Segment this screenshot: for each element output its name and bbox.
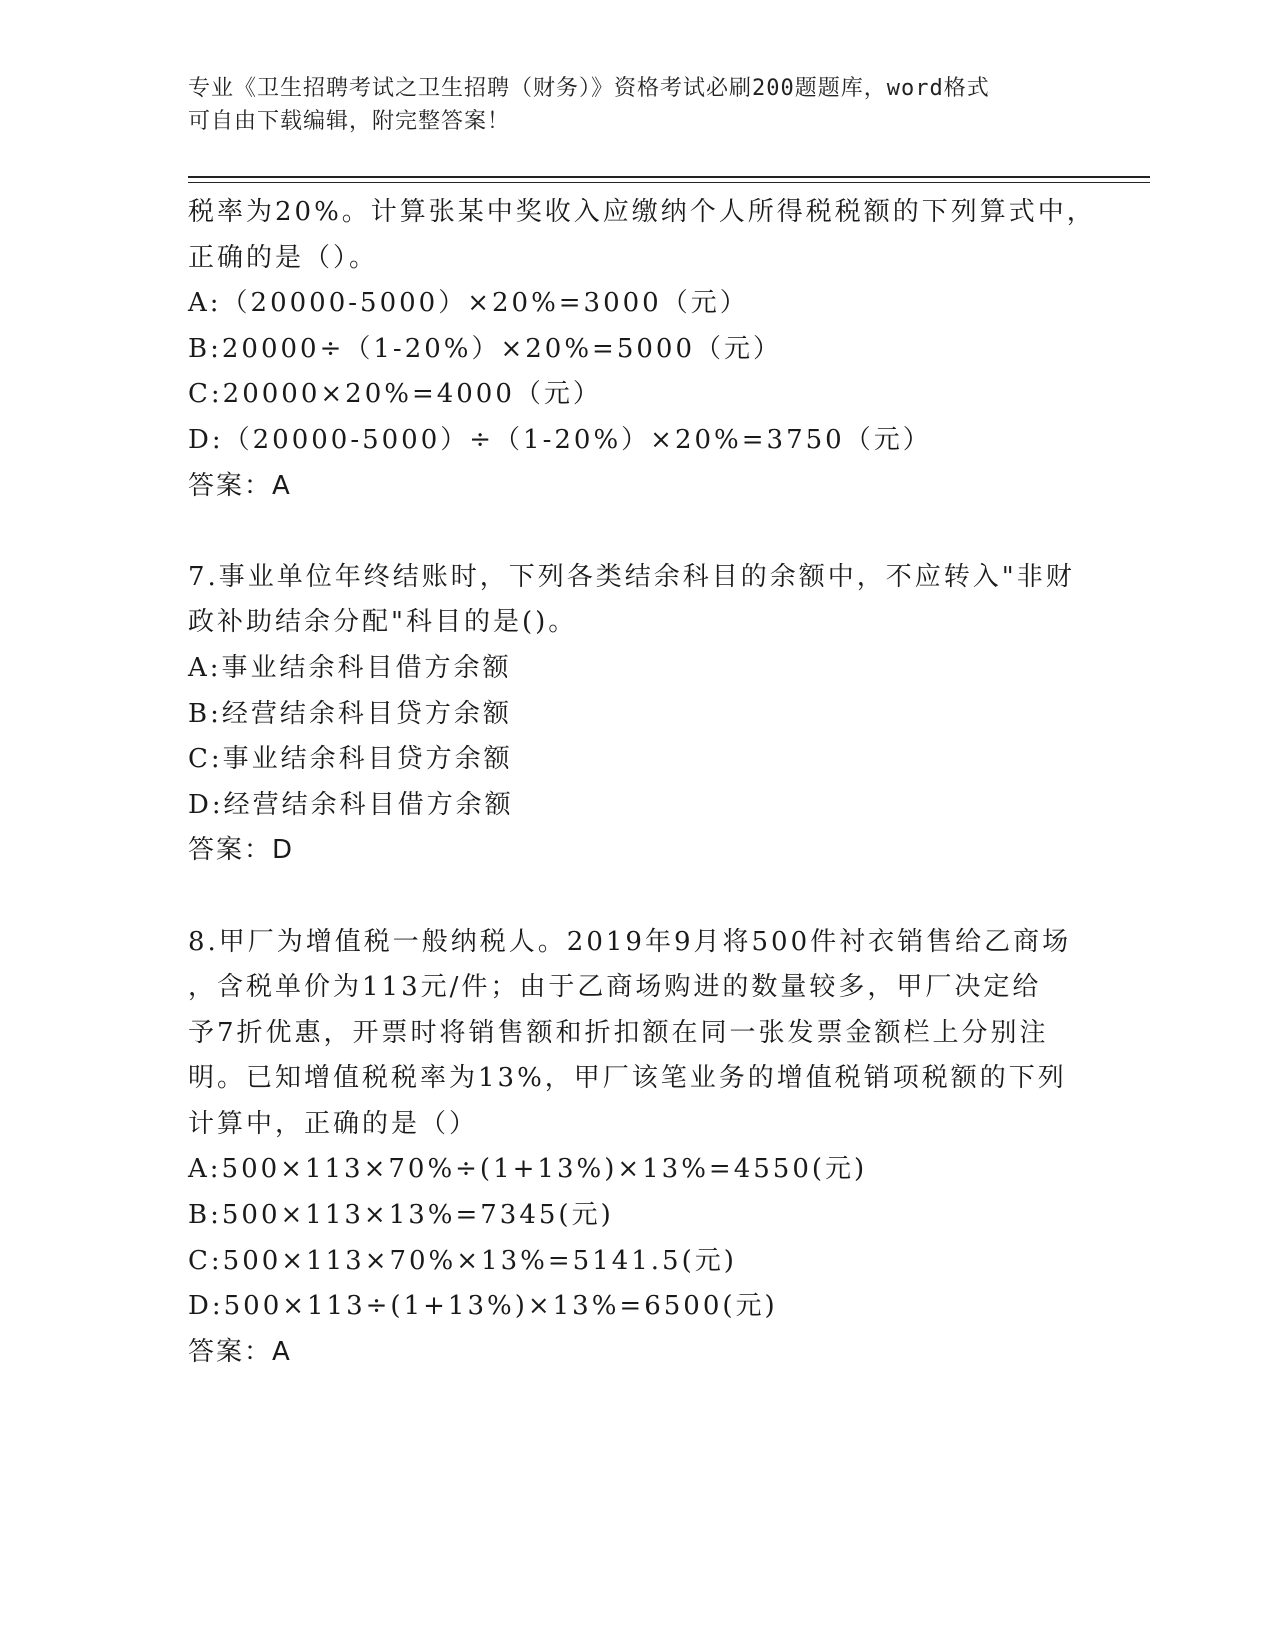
question-list <box>188 190 1096 1375</box>
option-d: D:（20000-5000）÷（1-20%）×20%=3750（元） <box>188 424 932 455</box>
option-a: A:（20000-5000）×20%=3000（元） <box>188 288 749 319</box>
spacer <box>188 509 1088 555</box>
spacer <box>188 874 1088 920</box>
question-stem-line: 政补助结余分配"科目的是()。 <box>188 607 578 638</box>
option-a: A:事业结余科目借方余额 <box>188 652 512 683</box>
question-stem-line: 7.事业单位年终结账时，下列各类结余科目的余额中，不应转入"非财 <box>188 561 1075 592</box>
question-stem-line: 8.甲厂为增值税一般纳税人。2019年9月将500件衬衣销售给乙商场 <box>188 926 1072 957</box>
question-stem-line: 正确的是（）。 <box>188 242 379 273</box>
question-stem-line: 税率为20%。计算张某中奖收入应缴纳个人所得税税额的下列算式中， <box>188 197 1096 227</box>
question-stem-line: 予7折优惠，开票时将销售额和折扣额在同一张发票金额栏上分别注 <box>188 1017 1049 1048</box>
header-line: 可自由下载编辑，附完整答案！ <box>188 109 511 134</box>
question-7 <box>188 555 1088 874</box>
option-a: A:500×113×70%÷(1+13%)×13%=4550(元) <box>188 1154 868 1185</box>
question-6 <box>188 190 1096 509</box>
option-d: D:经营结余科目借方余额 <box>188 789 514 820</box>
option-b: B:经营结余科目贷方余额 <box>188 698 512 729</box>
option-c: C:20000×20%=4000（元） <box>188 379 602 410</box>
answer: 答案：D <box>188 835 295 866</box>
header-line: 专业《卫生招聘考试之卫生招聘（财务）》资格考试必刷200题题库，word格式 <box>188 76 990 101</box>
answer: 答案：A <box>188 1336 292 1367</box>
header-divider <box>188 176 1150 178</box>
question-stem-line: 计算中，正确的是（） <box>188 1108 479 1139</box>
question-8 <box>188 920 1088 1376</box>
option-b: B:500×113×13%=7345(元) <box>188 1200 614 1231</box>
option-d: D:500×113÷(1+13%)×13%=6500(元) <box>188 1291 778 1322</box>
option-c: C:事业结余科目贷方余额 <box>188 744 513 775</box>
answer: 答案：A <box>188 470 292 501</box>
option-c: C:500×113×70%×13%=5141.5(元) <box>188 1245 737 1276</box>
question-stem-line: 明。已知增值税税率为13%，甲厂该笔业务的增值税销项税额的下列 <box>188 1063 1067 1094</box>
option-b: B:20000÷（1-20%）×20%=5000（元） <box>188 333 783 364</box>
header-divider <box>188 182 1150 183</box>
question-stem-line: ，含税单价为113元/件；由于乙商场购进的数量较多，甲厂决定给 <box>188 972 1042 1003</box>
document-header <box>188 72 1088 138</box>
